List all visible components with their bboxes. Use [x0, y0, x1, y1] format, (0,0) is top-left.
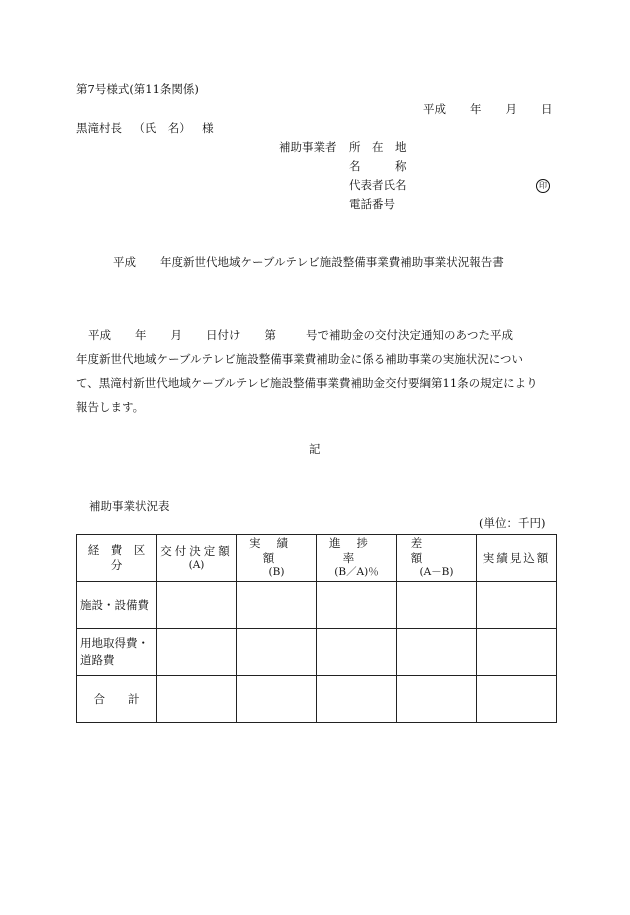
date-month: 月	[505, 102, 517, 116]
header-progress-sub: (B／A)％	[334, 566, 379, 579]
report-body	[76, 323, 556, 419]
date-era: 平成	[423, 102, 446, 116]
row-decision-cell	[157, 629, 237, 676]
row-difference-cell	[397, 629, 477, 676]
body-dated: 日付け	[206, 328, 241, 342]
header-progress-label: 進捗率	[329, 536, 384, 566]
seal-stamp-icon: 印	[536, 179, 550, 193]
header-decision	[157, 535, 237, 582]
body-era: 平成	[88, 328, 111, 342]
row-difference-cell	[397, 582, 477, 629]
body-month: 月	[170, 328, 182, 342]
row-forecast-cell	[477, 629, 557, 676]
report-title-text: 年度新世代地域ケーブルテレビ施設整備事業費補助事業状況報告書	[160, 255, 504, 269]
applicant-name-label: 名 称	[349, 159, 407, 173]
total-decision-cell	[157, 676, 237, 723]
body-line-3: て、黒滝村新世代地域ケーブルテレビ施設整備事業費補助金交付要綱第11条の規定により	[76, 376, 538, 390]
header-actual-sub: (B)	[268, 566, 285, 579]
addressee-suffix: 様	[202, 121, 214, 135]
applicant-phone-label: 電話番号	[349, 197, 395, 211]
header-decision-label: 交付決定額	[160, 543, 233, 558]
header-category-label: 経 費 区 分	[87, 543, 157, 572]
unit-label: (単位：千円)	[479, 516, 546, 530]
body-line-4: 報告します。	[76, 400, 145, 414]
total-progress-cell	[317, 676, 397, 723]
header-difference	[397, 535, 477, 582]
total-difference-cell	[397, 676, 477, 723]
form-number: 第7号様式(第11条関係)	[76, 82, 199, 96]
date-year: 年	[470, 102, 482, 116]
header-forecast	[477, 535, 557, 582]
row-label-total: 合 計	[77, 676, 157, 723]
addressee	[76, 123, 214, 135]
body-line-1	[76, 323, 556, 347]
row-forecast-cell	[477, 582, 557, 629]
row-label: 用地取得費・道路費	[77, 629, 157, 676]
total-actual-cell	[237, 676, 317, 723]
addressee-prefix: 黒滝村長	[76, 121, 122, 135]
row-actual-cell	[237, 582, 317, 629]
table-header-row	[77, 535, 557, 582]
date-line	[423, 104, 553, 116]
applicant-label: 補助事業者	[279, 140, 337, 154]
row-progress-cell	[317, 629, 397, 676]
row-actual-cell	[237, 629, 317, 676]
header-actual	[237, 535, 317, 582]
date-day: 日	[541, 102, 553, 116]
status-table	[76, 534, 557, 723]
row-progress-cell	[317, 582, 397, 629]
table-row	[77, 629, 557, 676]
report-title-era: 平成	[113, 255, 136, 269]
table-title: 補助事業状況表	[89, 499, 170, 513]
header-progress	[317, 535, 397, 582]
seal-mark	[536, 179, 550, 193]
ki-heading: 記	[309, 442, 321, 456]
header-category	[77, 535, 157, 582]
report-title	[113, 257, 504, 269]
header-difference-label: 差額	[410, 536, 463, 566]
header-decision-sub: (A)	[188, 558, 205, 571]
body-no-prefix: 第	[264, 328, 276, 342]
table-row-total	[77, 676, 557, 723]
applicant-address-label: 所 在 地	[349, 140, 407, 154]
header-difference-sub: (A－B)	[419, 566, 454, 579]
applicant-representative-label: 代表者氏名	[349, 178, 407, 192]
row-decision-cell	[157, 582, 237, 629]
total-forecast-cell	[477, 676, 557, 723]
header-forecast-label: 実績見込額	[482, 550, 551, 565]
row-label: 施設・設備費	[77, 582, 157, 629]
body-line-1-text: 号で補助金の交付決定通知のあつた平成	[306, 328, 513, 342]
body-year: 年	[135, 328, 147, 342]
addressee-name: （氏 名）	[133, 121, 191, 135]
table-row	[77, 582, 557, 629]
header-actual-label: 実績額	[249, 536, 304, 566]
body-line-2: 年度新世代地域ケーブルテレビ施設整備事業費補助金に係る補助事業の実施状況につい	[76, 352, 524, 366]
